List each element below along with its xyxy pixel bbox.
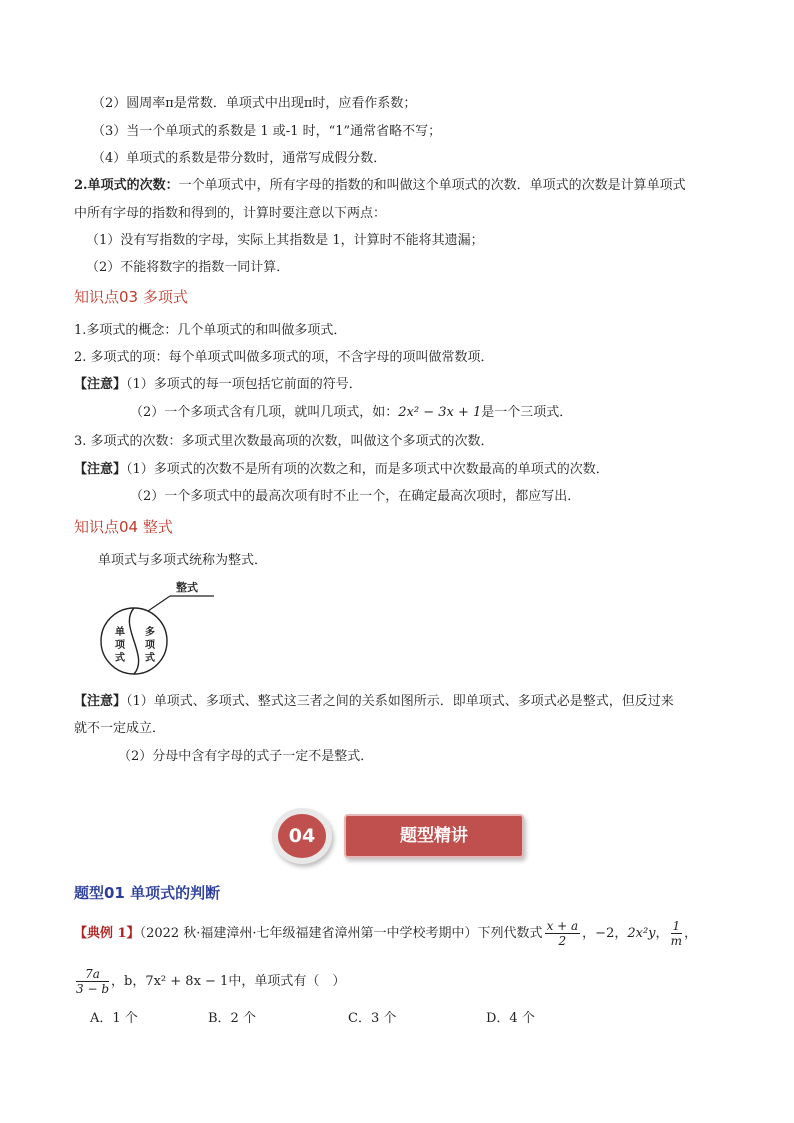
kp3-note-3-text: （1）多项式的次数不是所有项的次数之和，而是多项式中次数最高的单项式的次数． bbox=[126, 462, 609, 477]
kp3-note-2-text-a: （2）一个多项式含有几项，就叫几项式，如： bbox=[130, 405, 399, 420]
kp3-note-2-expr: 2x² − 3x + 1 bbox=[398, 405, 482, 420]
kp3-note-1-text: （1）多项式的每一项包括它前面的符号． bbox=[126, 377, 362, 392]
note-label: 【注意】 bbox=[74, 377, 127, 392]
diagram-right-label bbox=[145, 626, 155, 665]
kp3-title: 知识点03 多项式 bbox=[74, 288, 188, 306]
kp3-line-2: 2. 多项式的项：每个单项式叫做多项式的项，不含字母的项叫做常数项． bbox=[74, 350, 494, 365]
fraction-numerator: 7a bbox=[76, 967, 109, 982]
fraction-x-plus-a bbox=[545, 919, 581, 948]
diagram-left-char: 单 bbox=[115, 627, 125, 638]
diagram-left-char: 式 bbox=[115, 653, 125, 664]
degree-point-1: （1）没有写指数的字母，实际上其指数是 1，计算时不能将其遗漏； bbox=[86, 233, 484, 248]
diagram-right-char: 式 bbox=[145, 653, 155, 664]
kp3-line-3: 3. 多项式的次数：多项式里次数最高项的次数，叫做这个多项式的次数． bbox=[74, 434, 494, 449]
degree-text-1: 一个单项式中，所有字母的指数的和叫做这个单项式的次数．单项式的次数是计算单项式 bbox=[178, 178, 686, 193]
integer-expression-diagram bbox=[96, 576, 226, 682]
fraction-7a-over-3-minus-b bbox=[76, 967, 109, 996]
note-label: 【注意】 bbox=[74, 462, 127, 477]
fraction-denominator: m bbox=[670, 934, 683, 948]
kp4-note-1-text: （1）单项式、多项式、整式这三者之间的关系如图所示．即单项式、多项式必是整式，但反过来 bbox=[126, 694, 674, 709]
example-1-line-2 bbox=[74, 962, 345, 1002]
kp3-note-4: （2）一个多项式中的最高次项有时不止一个，在确定最高次项时，都应写出． bbox=[130, 489, 581, 504]
diagram-right-char: 多 bbox=[145, 627, 155, 638]
note-2: （2）圆周率π是常数．单项式中出现π时，应看作系数； bbox=[92, 96, 417, 111]
kp4-line-1: 单项式与多项式统称为整式． bbox=[98, 553, 268, 568]
option-c[interactable]: C．3 个 bbox=[348, 1011, 397, 1026]
kp3-note-3 bbox=[74, 461, 609, 479]
kp4-title: 知识点04 整式 bbox=[74, 518, 173, 536]
example-1-line-1 bbox=[74, 914, 697, 954]
kp3-line-1: 1.多项式的概念：几个单项式的和叫做多项式． bbox=[74, 323, 347, 338]
separator: ， bbox=[684, 926, 698, 941]
fraction-1-over-m bbox=[671, 919, 683, 948]
kp3-note-1 bbox=[74, 376, 362, 394]
fraction-numerator: 1 bbox=[672, 919, 681, 933]
section-banner bbox=[272, 808, 524, 864]
degree-line-1 bbox=[74, 177, 686, 195]
note-4: （4）单项式的系数是带分数时，通常写成假分数． bbox=[92, 151, 387, 166]
diagram-top-label: 整式 bbox=[176, 581, 198, 594]
banner-label-box bbox=[344, 814, 524, 858]
note-3: （3）当一个单项式的系数是 1 或-1 时，“1”通常省略不写； bbox=[92, 124, 442, 139]
separator: ， bbox=[655, 926, 669, 941]
banner-number-badge bbox=[272, 808, 332, 864]
fraction-denominator: 3 − b bbox=[76, 982, 109, 996]
degree-point-2: （2）不能将数字的指数一同计算． bbox=[86, 260, 290, 275]
separator: ，−2， bbox=[582, 926, 628, 941]
type01-title: 题型01 单项式的判断 bbox=[74, 884, 221, 902]
diagram-left-label bbox=[115, 626, 125, 665]
diagram-left-char: 项 bbox=[115, 640, 125, 651]
fraction-numerator: x + a bbox=[546, 919, 579, 933]
fraction-denominator: 2 bbox=[558, 934, 567, 948]
example-text: （2022 秋·福建漳州·七年级福建省漳州第一中学校考期中）下列代数式 bbox=[139, 926, 543, 941]
kp3-note-2-text-b: 是一个三项式． bbox=[481, 405, 573, 420]
option-a[interactable]: A．1 个 bbox=[90, 1011, 138, 1026]
kp3-note-2 bbox=[130, 404, 572, 422]
diagram-right-char: 项 bbox=[145, 640, 155, 651]
banner-number: 04 bbox=[278, 814, 326, 858]
degree-heading: 2.单项式的次数： bbox=[74, 178, 179, 193]
kp4-note-2: （2）分母中含有字母的式子一定不是整式． bbox=[118, 749, 374, 764]
example-text-rest: ，b，7x² + 8x − 1中，单项式有（ ） bbox=[111, 974, 346, 989]
example-label: 【典例 1】 bbox=[74, 926, 140, 941]
option-b[interactable]: B．2 个 bbox=[208, 1011, 256, 1026]
term-2x2y: 2x²y bbox=[627, 926, 656, 941]
degree-line-2: 中所有字母的指数和得到的，计算时要注意以下两点： bbox=[74, 206, 387, 221]
banner-label: 题型精讲 bbox=[400, 826, 468, 846]
option-d[interactable]: D．4 个 bbox=[486, 1011, 535, 1026]
kp4-note-1b: 就不一定成立． bbox=[74, 721, 166, 736]
kp4-note-1 bbox=[74, 693, 674, 711]
note-label: 【注意】 bbox=[74, 694, 127, 709]
